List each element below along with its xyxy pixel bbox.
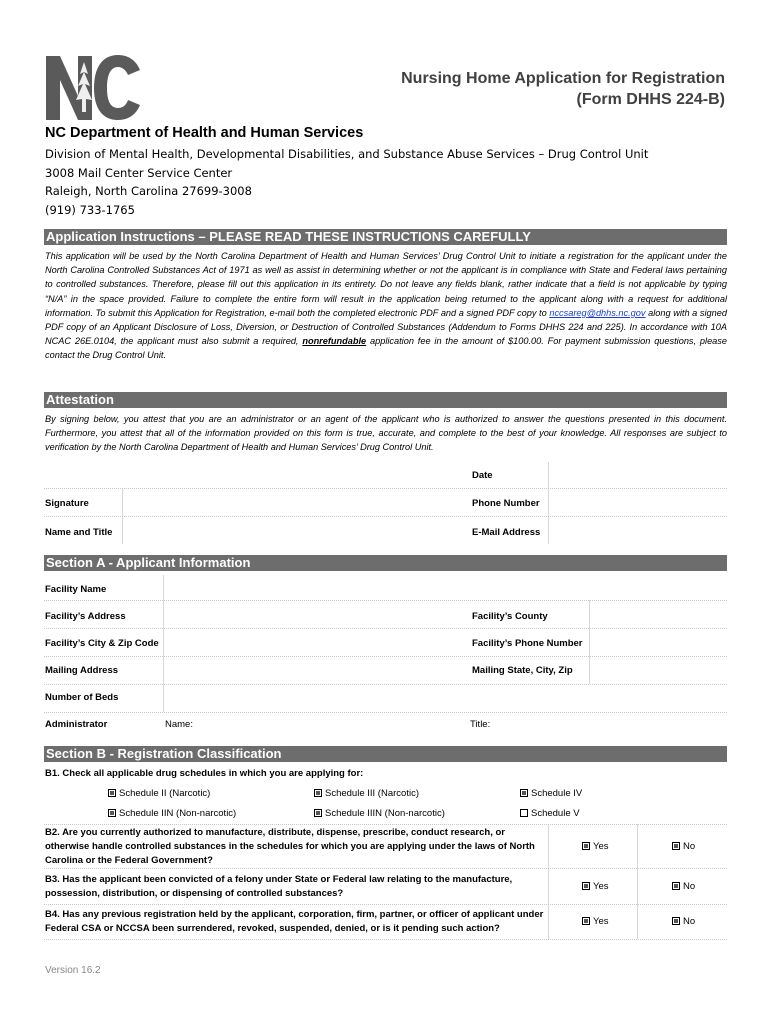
schedule-ii-checkbox[interactable] — [108, 789, 116, 797]
schedule-iv-option[interactable]: Schedule IV — [520, 788, 582, 799]
phone-line: (919) 733-1765 — [45, 203, 135, 217]
b3-question: B3. Has the applicant been convicted of a felony under State or Federal law relating to the manufacture, possession, distribution, or dispensing of controlled substances? — [45, 874, 513, 899]
administrator-label: Administrator — [45, 719, 108, 730]
mailing-state-label: Mailing State, City, Zip — [472, 665, 573, 676]
mailing-address-label: Mailing Address — [45, 665, 119, 676]
schedule-iin-option[interactable]: Schedule IIN (Non-narcotic) — [108, 808, 236, 819]
schedule-v-option[interactable]: Schedule V — [520, 808, 580, 819]
b1-question: B1. Check all applicable drug schedules in which you are applying for: — [45, 768, 364, 779]
version-label: Version 16.2 — [45, 965, 101, 976]
schedule-iv-checkbox[interactable] — [520, 789, 528, 797]
schedule-ii-option[interactable]: Schedule II (Narcotic) — [108, 788, 210, 799]
email-label: E-Mail Address — [472, 527, 541, 538]
b4-no-checkbox[interactable] — [672, 917, 680, 925]
facility-county-field[interactable] — [592, 604, 726, 626]
facility-city-zip-field[interactable] — [166, 632, 466, 654]
date-field[interactable] — [550, 465, 726, 485]
number-of-beds-field[interactable] — [166, 688, 726, 710]
facility-city-zip-label: Facility’s City & Zip Code — [45, 638, 159, 649]
b4-question: B4. Has any previous registration held by the applicant, corporation, firm, partner, or officer of applicant under Federal CSA or NCCSA been surrendered, revoked, suspended, denied, or is it pending such action? — [45, 909, 544, 934]
form-title: Nursing Home Application for Registration — [401, 70, 725, 87]
address-line-2: 3008 Mail Center Service Center — [45, 166, 233, 180]
schedule-iin-checkbox[interactable] — [108, 809, 116, 817]
b2-yes-checkbox[interactable] — [582, 842, 590, 850]
signature-label: Signature — [45, 498, 89, 509]
b3-no-option[interactable]: No — [672, 881, 695, 892]
nc-logo — [44, 52, 144, 122]
name-title-label: Name and Title — [45, 527, 113, 538]
admin-name-field[interactable] — [200, 714, 465, 736]
phone-field[interactable] — [550, 492, 726, 514]
b4-yes-option[interactable]: Yes — [582, 916, 609, 927]
section-b-heading: Section B - Registration Classification — [44, 746, 727, 762]
admin-name-label: Name: — [165, 719, 193, 730]
facility-name-field[interactable] — [166, 578, 726, 598]
admin-title-field[interactable] — [498, 714, 726, 736]
b2-no-option[interactable]: No — [672, 841, 695, 852]
facility-phone-label: Facility’s Phone Number — [472, 638, 583, 649]
department-name: NC Department of Health and Human Services — [45, 125, 364, 141]
number-of-beds-label: Number of Beds — [45, 692, 119, 703]
signature-field[interactable] — [124, 492, 468, 514]
attestation-heading: Attestation — [44, 392, 727, 408]
facility-address-label: Facility’s Address — [45, 611, 126, 622]
b3-yes-checkbox[interactable] — [582, 882, 590, 890]
mailing-state-field[interactable] — [592, 660, 726, 682]
b2-question: B2. Are you currently authorized to manufacture, distribute, dispense, prescribe, conduct research, or otherwise handle controlled substances in the schedules for which you are applying under the laws of North Carolina or the Federal Government? — [45, 827, 535, 866]
facility-address-field[interactable] — [166, 604, 466, 626]
b2-yes-option[interactable]: Yes — [582, 841, 609, 852]
b3-yes-option[interactable]: Yes — [582, 881, 609, 892]
schedule-v-checkbox[interactable] — [520, 809, 528, 817]
admin-title-label: Title: — [470, 719, 491, 730]
attestation-text: By signing below, you attest that you are an administrator or an agent of the applicant who is authorized to answer the questions presented in this document. Furthermore, you attest that all of the information provided on this form is true, accurate, and complete to the best of your knowledge. All responses are subject to verification by the North Carolina Department of Health and Human Services’ Drug Control Unit. — [45, 414, 727, 453]
email-field[interactable] — [550, 520, 726, 542]
schedule-iiin-checkbox[interactable] — [314, 809, 322, 817]
address-line-3: Raleigh, North Carolina 27699-3008 — [45, 184, 252, 198]
email-link[interactable]: nccsareg@dhhs.nc.gov — [549, 307, 646, 318]
instructions-heading: Application Instructions – PLEASE READ THESE INSTRUCTIONS CAREFULLY — [44, 229, 727, 245]
b4-yes-checkbox[interactable] — [582, 917, 590, 925]
section-a-heading: Section A - Applicant Information — [44, 555, 727, 571]
phone-label: Phone Number — [472, 498, 540, 509]
b4-no-option[interactable]: No — [672, 916, 695, 927]
facility-name-label: Facility Name — [45, 584, 107, 595]
schedule-iii-checkbox[interactable] — [314, 789, 322, 797]
date-label: Date — [472, 470, 493, 481]
mailing-address-field[interactable] — [166, 660, 466, 682]
name-title-field[interactable] — [124, 520, 468, 542]
b3-no-checkbox[interactable] — [672, 882, 680, 890]
form-number: (Form DHHS 224-B) — [576, 91, 725, 108]
address-line-1: Division of Mental Health, Developmental Disabilities, and Substance Abuse Services – Drug Control Unit — [45, 147, 649, 161]
facility-phone-field[interactable] — [592, 632, 726, 654]
instructions-text: This application will be used by the North Carolina Department of Health and Human Services’ Drug Control Unit to initiate a registration for the applicant under the North Carolina Controlled Substances Act of 1971 as well as assist in determining whether or not the applicant is in compliance with State and Federal laws pertaining to controlled substances. Therefore, please fill out this application in its entirety. Do not leave any fields blank, rather indicate that a field is not applicable by typing “N/A” in the space provided. Failure to complete the entire form will result in the application being returned to the applicant along with a request for additional information. To submit this Application for Registration, e-mail both the completed electronic PDF and a signed PDF copy to nccsareg@dhhs.nc.gov along with a signed PDF copy of an Applicant Disclosure of Loss, Diversion, or Destruction of Controlled Substances (Addendum to Forms DHHS 224 and 225). In accordance with 10A NCAC 26E.0104, the applicant must also submit a required, nonrefundable application fee in the amount of $100.00. For payment submission questions, please contact the Drug Control Unit. — [45, 251, 727, 361]
schedule-iiin-option[interactable]: Schedule IIIN (Non-narcotic) — [314, 808, 445, 819]
schedule-iii-option[interactable]: Schedule III (Narcotic) — [314, 788, 419, 799]
b2-no-checkbox[interactable] — [672, 842, 680, 850]
facility-county-label: Facility’s County — [472, 611, 548, 622]
